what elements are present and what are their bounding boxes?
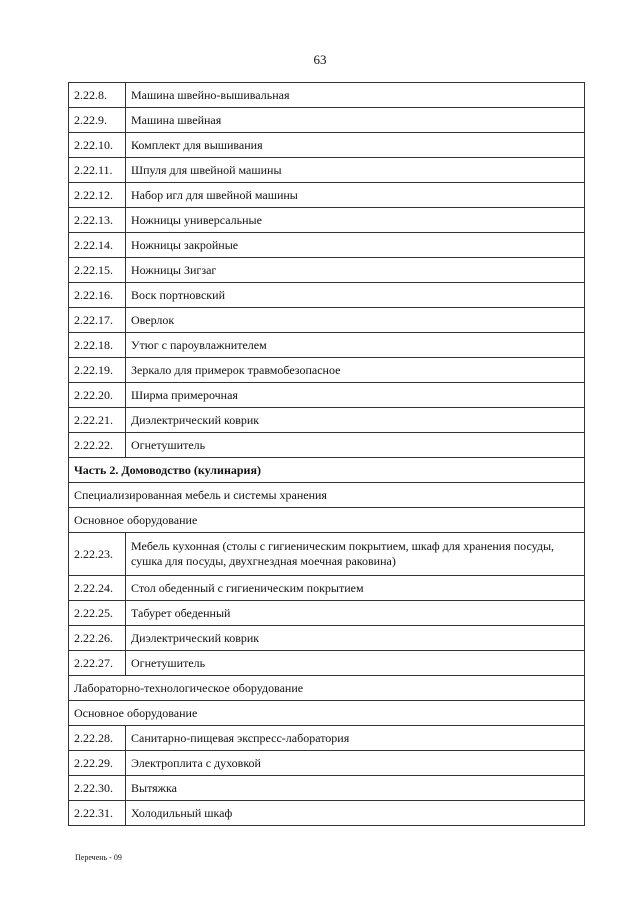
item-name: Электроплита с духовкой [126,751,585,776]
item-number: 2.22.25. [69,601,126,626]
item-number: 2.22.19. [69,358,126,383]
item-number: 2.22.22. [69,433,126,458]
item-number: 2.22.13. [69,208,126,233]
section-heading-row [69,458,585,483]
item-number: 2.22.20. [69,383,126,408]
table-row [69,651,585,676]
item-number: 2.22.24. [69,576,126,601]
item-name: Огнетушитель [126,651,585,676]
item-number: 2.22.11. [69,158,126,183]
group-heading-row [69,508,585,533]
item-number: 2.22.14. [69,233,126,258]
item-number: 2.22.30. [69,776,126,801]
item-name: Шпуля для швейной машины [126,158,585,183]
table-row [69,383,585,408]
item-number: 2.22.17. [69,308,126,333]
item-name: Огнетушитель [126,433,585,458]
item-name: Ножницы закройные [126,233,585,258]
row-heading: Специализированная мебель и системы хранения [69,483,585,508]
item-name: Холодильный шкаф [126,801,585,826]
item-number: 2.22.29. [69,751,126,776]
item-name: Комплект для вышивания [126,133,585,158]
item-number: 2.22.21. [69,408,126,433]
table-row [69,108,585,133]
table-row [69,208,585,233]
table-row [69,308,585,333]
item-name: Диэлектрический коврик [126,626,585,651]
item-name: Санитарно-пищевая экспресс-лаборатория [126,726,585,751]
item-name: Воск портновский [126,283,585,308]
row-heading: Основное оборудование [69,701,585,726]
item-name: Зеркало для примерок травмобезопасное [126,358,585,383]
item-number: 2.22.31. [69,801,126,826]
item-name: Набор игл для швейной машины [126,183,585,208]
table-row [69,83,585,108]
table-row [69,133,585,158]
group-heading-row [69,676,585,701]
table-row [69,533,585,576]
row-heading: Часть 2. Домоводство (кулинария) [69,458,585,483]
table-row [69,283,585,308]
group-heading-row [69,483,585,508]
page-number: 63 [313,52,327,67]
row-heading: Лабораторно-технологическое оборудование [69,676,585,701]
table-row [69,233,585,258]
table-row [69,776,585,801]
item-number: 2.22.10. [69,133,126,158]
group-heading-row [69,701,585,726]
table-row [69,408,585,433]
table-row [69,801,585,826]
item-name: Вытяжка [126,776,585,801]
item-number: 2.22.26. [69,626,126,651]
item-number: 2.22.16. [69,283,126,308]
item-name: Машина швейная [126,108,585,133]
item-name: Ширма примерочная [126,383,585,408]
item-name: Табурет обеденный [126,601,585,626]
item-number: 2.22.27. [69,651,126,676]
item-number: 2.22.23. [69,533,126,576]
item-name: Ножницы Зигзаг [126,258,585,283]
item-number: 2.22.28. [69,726,126,751]
table-row [69,258,585,283]
table-row [69,433,585,458]
table-row [69,576,585,601]
table-row [69,751,585,776]
table-row [69,726,585,751]
item-number: 2.22.12. [69,183,126,208]
item-name: Ножницы универсальные [126,208,585,233]
table-row [69,358,585,383]
item-number: 2.22.15. [69,258,126,283]
item-name: Утюг с пароувлажнителем [126,333,585,358]
table-row [69,626,585,651]
item-name: Машина швейно-вышивальная [126,83,585,108]
row-heading: Основное оборудование [69,508,585,533]
item-number: 2.22.8. [69,83,126,108]
item-number: 2.22.18. [69,333,126,358]
equipment-table [68,82,585,826]
item-name: Оверлок [126,308,585,333]
item-name: Диэлектрический коврик [126,408,585,433]
table-row [69,601,585,626]
table-row [69,183,585,208]
footer-label: Перечень - 09 [75,853,122,862]
item-number: 2.22.9. [69,108,126,133]
table-row [69,333,585,358]
item-name: Мебель кухонная (столы с гигиеническим покрытием, шкаф для хранения посуды, сушка для посуды, двухгнездная моечная раковина) [126,533,585,576]
item-name: Стол обеденный с гигиеническим покрытием [126,576,585,601]
table-row [69,158,585,183]
